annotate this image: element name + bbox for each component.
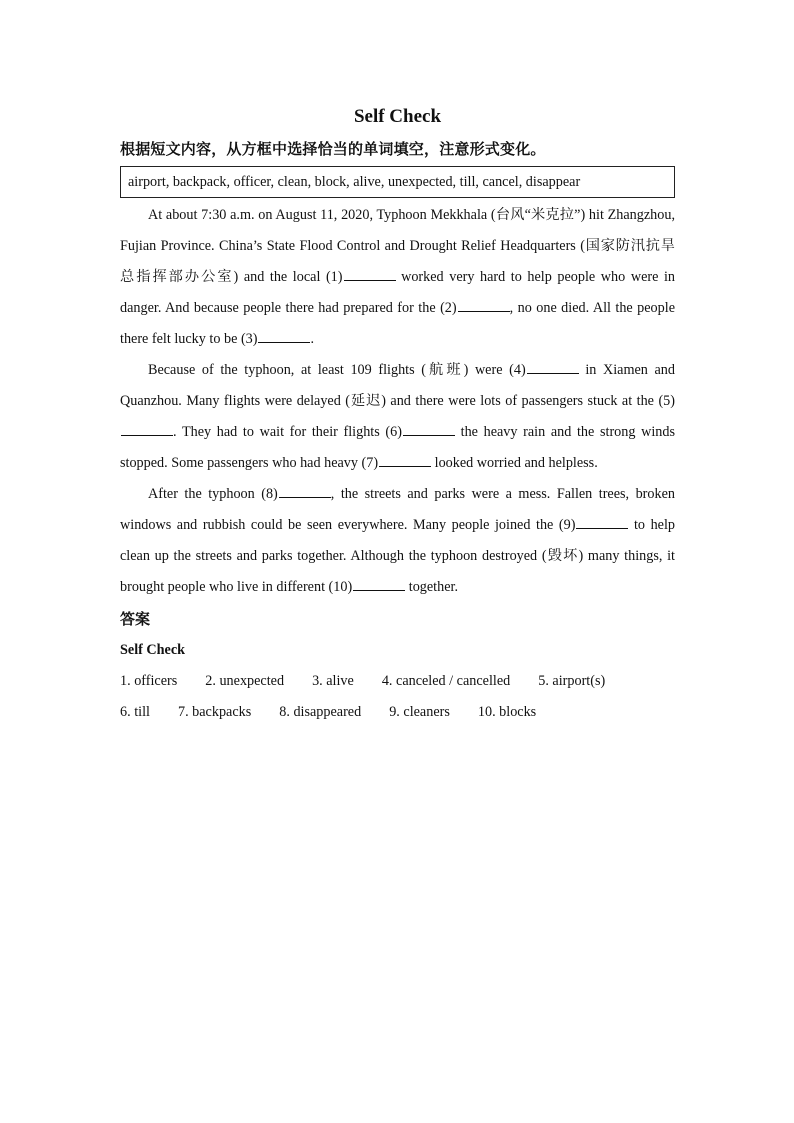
- blank-5: [121, 421, 173, 436]
- passage-text: looked worried and helpless.: [431, 455, 598, 471]
- answer-item: 1. officers: [120, 673, 178, 689]
- answer-item: 8. disappeared: [279, 704, 362, 720]
- passage-paragraph-3: [120, 479, 675, 603]
- passage-text: the heavy rain and the strong winds stopped. Some passengers who had heavy (7): [120, 424, 675, 471]
- blank-3: [258, 328, 310, 343]
- answers-heading: 答案: [120, 610, 151, 628]
- answer-item: 4. canceled / cancelled: [381, 673, 511, 689]
- passage-text: , the streets and parks were a mess. Fallen trees, broken windows and rubbish could be seen everywhere. Many people joined the (9): [120, 486, 675, 533]
- blank-1: [344, 266, 396, 281]
- passage-paragraph-1: [120, 200, 675, 355]
- blank-6: [403, 421, 455, 436]
- blank-7: [379, 452, 431, 467]
- answer-item: 2. unexpected: [205, 673, 285, 689]
- passage-text: , no one died. All the people there felt lucky to be (3): [120, 300, 675, 347]
- word-bank-box: airport, backpack, officer, clean, block, alive, unexpected, till, cancel, disappear: [120, 166, 675, 198]
- blank-4: [527, 359, 579, 374]
- worksheet-page: [120, 100, 675, 728]
- passage-text: At about 7:30 a.m. on August 11, 2020, Typhoon Mekkhala (台风“米克拉”) hit Zhangzhou, Fujian Province. China’s State Flood Control and Drought Relief Headquarters (国家防汛抗旱总指挥部办公室) and the local (1): [120, 207, 675, 285]
- passage-text: worked very hard to help people who were in danger. And because people there had prepared for the (2): [120, 269, 675, 316]
- blank-8: [279, 483, 331, 498]
- blank-9: [576, 514, 628, 529]
- instruction-text: 根据短文内容，从方框中选择恰当的单词填空，注意形式变化。: [120, 140, 546, 158]
- blank-10: [353, 576, 405, 591]
- page-title: Self Check: [353, 106, 442, 127]
- passage-text: Because of the typhoon, at least 109 flights (航班) were (4): [148, 362, 526, 378]
- answer-item: 10. blocks: [477, 704, 537, 720]
- answer-item: 6. till: [120, 704, 150, 720]
- answers-subheading: Self Check: [120, 642, 186, 658]
- passage-text: . They had to wait for their flights (6): [173, 424, 402, 440]
- passage-text: together.: [405, 579, 458, 595]
- passage-text: After the typhoon (8): [148, 486, 278, 502]
- answer-item: 3. alive: [312, 673, 354, 689]
- blank-2: [458, 297, 510, 312]
- passage-text: in Xiamen and Quanzhou. Many flights were delayed (延迟) and there were lots of passengers stuck at the (5): [120, 362, 675, 409]
- answer-item: 9. cleaners: [389, 704, 450, 720]
- passage-text: to help clean up the streets and parks together. Although the typhoon destroyed (毁坏) many things, it brought people who live in different (10): [120, 517, 676, 595]
- passage-text: .: [310, 331, 315, 347]
- answer-row-2: [120, 697, 675, 728]
- answer-item: 5. airport(s): [538, 673, 606, 689]
- answer-row-1: [120, 666, 675, 697]
- passage-paragraph-2: [120, 355, 675, 479]
- answer-item: 7. backpacks: [177, 704, 252, 720]
